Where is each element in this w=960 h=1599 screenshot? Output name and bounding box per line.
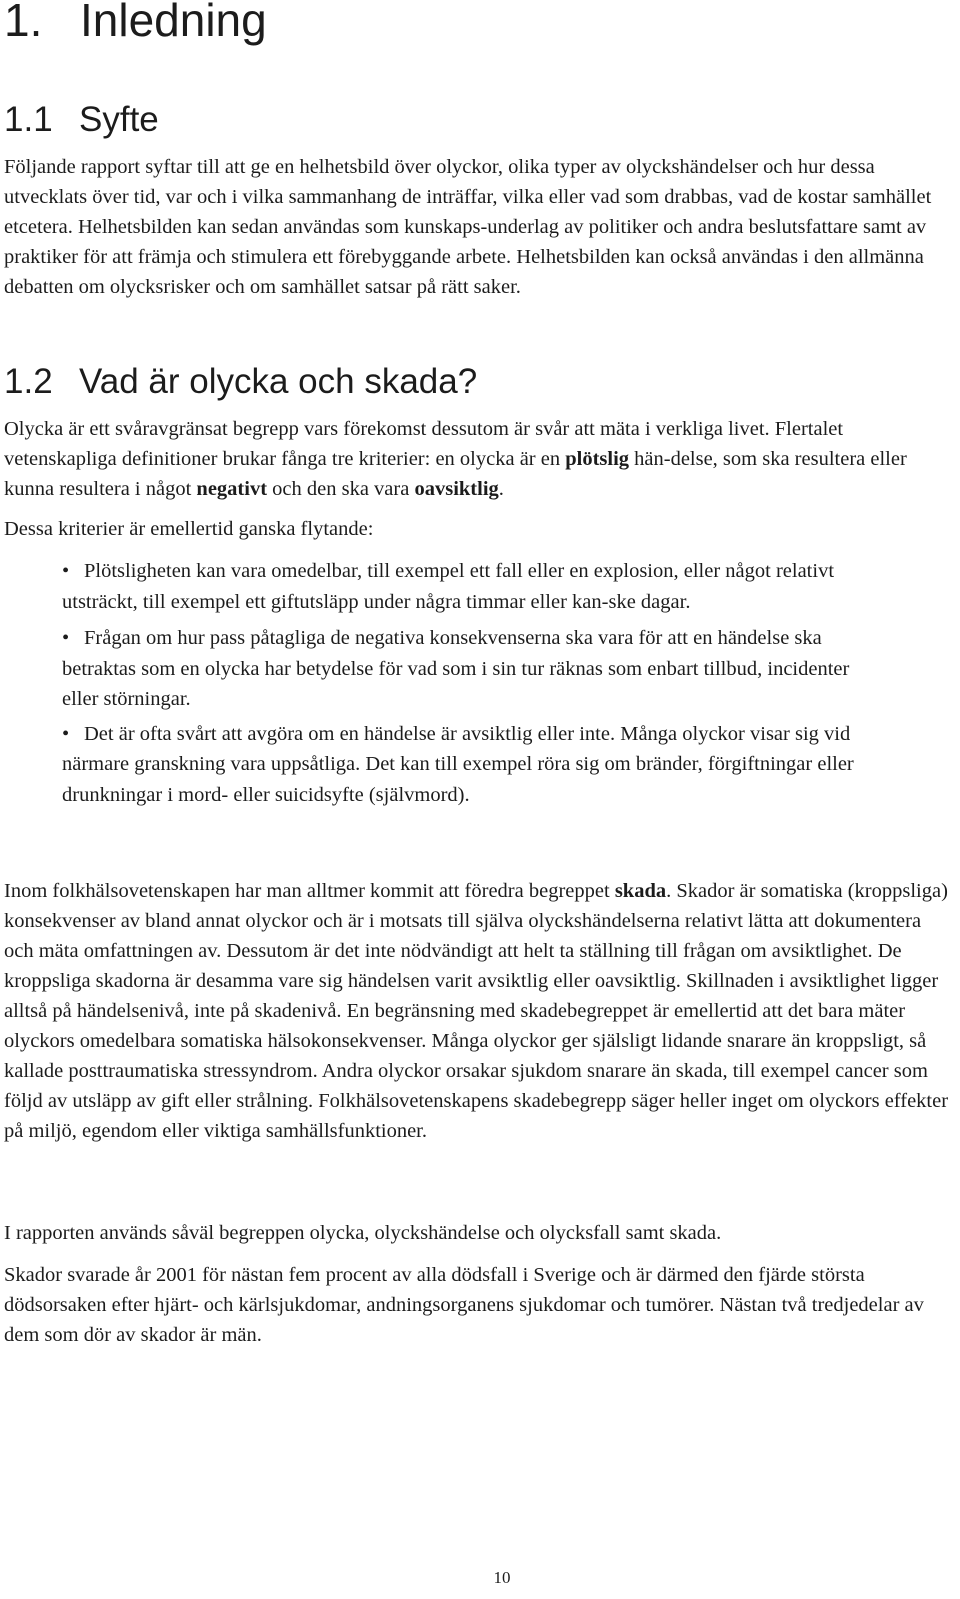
text-run: hän-delse, som ska resultera eller kunna resultera i något — [4, 448, 907, 500]
text-run: Olycka är ett svåravgränsat begrepp vars förekomst dessutom är svår att mäta i verkliga livet. Flertalet vetenskapliga definitioner brukar fånga tre kriterier: en olycka är en — [4, 418, 844, 470]
terms-paragraph: I rapporten används såväl begreppen olycka, olyckshändelse och olycksfall samt skada. — [4, 1222, 722, 1244]
bold-term-skada: skada — [614, 880, 667, 902]
chapter-title: Inledning — [80, 0, 267, 46]
text-run: . Skador är somatiska (kroppsliga) konsekvenser av bland annat olyckor och är i motsats till själva olyckshändelserna relativt lätta att dokumentera och mäta omfattningen av. Dessutom är det inte nödvändigt att helt ta ställning till frågan om avsiktlighet. De kroppsliga skadorna är desamma vare sig händelsen varit avsiktlig eller oavsiktlig. Skillnaden i avsiktlighet ligger alltså på händelsenivå, inte på skadenivå. En begränsning med skadebegreppet är emellertid att det bara mäter olyckors omedelbara somatiska hälsokonsekvenser. Många olyckor ger själsligt lidande snarare än kroppsligt, så kallade posttraumatiska stressyndrom. Andra olyckor orsakar sjukdom snarare än skada, till exempel cancer som följd av utsläpp av gift eller strålning. Folkhälsovetenskapens skadebegrepp säger heller inget om olyckors effekter på miljö, egendom eller viktiga samhällsfunktioner. — [4, 880, 949, 1142]
definition-paragraph — [4, 414, 950, 504]
section-heading-olycka — [4, 360, 477, 404]
list-item-text: Frågan om hur pass påtagliga de negativa konsekvenserna ska vara för att en händelse ska betraktas som en olycka har betydelse för vad som i sin tur räknas som enbart tillbud, incidenter eller störningar. — [62, 627, 850, 710]
section-heading-syfte — [4, 98, 159, 142]
section-number: 1.2 — [4, 362, 53, 401]
bullet-icon: • — [62, 722, 70, 745]
text-run: . — [498, 478, 504, 500]
section-title: Syfte — [79, 100, 159, 139]
list-item — [0, 556, 872, 617]
list-item-text: Plötsligheten kan vara omedelbar, till exempel ett fall eller en explosion, eller något relativt utsträckt, till exempel ett giftutsläpp under några timmar eller kan-ske dagar. — [62, 560, 835, 613]
text-run: Inom folkhälsovetenskapen har man alltmer kommit att föredra begreppet — [4, 880, 615, 902]
bold-term-negativt: negativt — [196, 478, 268, 500]
bullet-icon: • — [62, 627, 70, 649]
bullet-icon: • — [62, 560, 70, 582]
section-number: 1.1 — [4, 100, 53, 139]
section-title: Vad är olycka och skada? — [79, 362, 478, 401]
syfte-paragraph: Följande rapport syftar till att ge en helhetsbild över olyckor, olika typer av olyckshändelser och hur dessa utvecklats över tid, var och i vilka sammanhang de inträffar, vilka eller vad som drabbas, vad de kostar samhället etcetera. Helhetsbilden kan sedan användas som kunskaps-underlag av politiker och andra beslutsfattare samt av praktiker för att främja och stimulera ett förebyggande arbete. Helhetsbilden kan också användas i den allmänna debatten om olycksrisker och om samhället satsar på rätt saker. — [4, 156, 932, 298]
text-run: och den ska vara — [267, 478, 415, 500]
bold-term-oavsiktlig: oavsiktlig — [414, 478, 499, 500]
skada-paragraph — [4, 876, 950, 1146]
criteria-list — [0, 556, 900, 810]
list-item-text: Det är ofta svårt att avgöra om en händelse är avsiktlig eller inte. Många olyckor visar sig vid närmare granskning vara uppsåtliga. Det kan till exempel röra sig om bränder, förgiftningar eller drunkningar i mord- eller suicidsyfte (självmord). — [62, 722, 854, 806]
list-item — [0, 719, 872, 811]
list-item — [0, 623, 872, 715]
statistics-paragraph: Skador svarade år 2001 för nästan fem procent av alla dödsfall i Sverige och är därmed den fjärde största dödsorsaken efter hjärt- och kärlsjukdomar, andningsorganens sjukdomar och tumörer. Nästan två tredjedelar av dem som dör av skador är män. — [4, 1264, 924, 1346]
criteria-intro: Dessa kriterier är emellertid ganska flytande: — [4, 518, 374, 540]
chapter-heading — [4, 0, 267, 48]
chapter-number: 1. — [4, 0, 43, 46]
page-number: 10 — [493, 1568, 511, 1587]
bold-term-plotslig: plötslig — [565, 448, 630, 470]
